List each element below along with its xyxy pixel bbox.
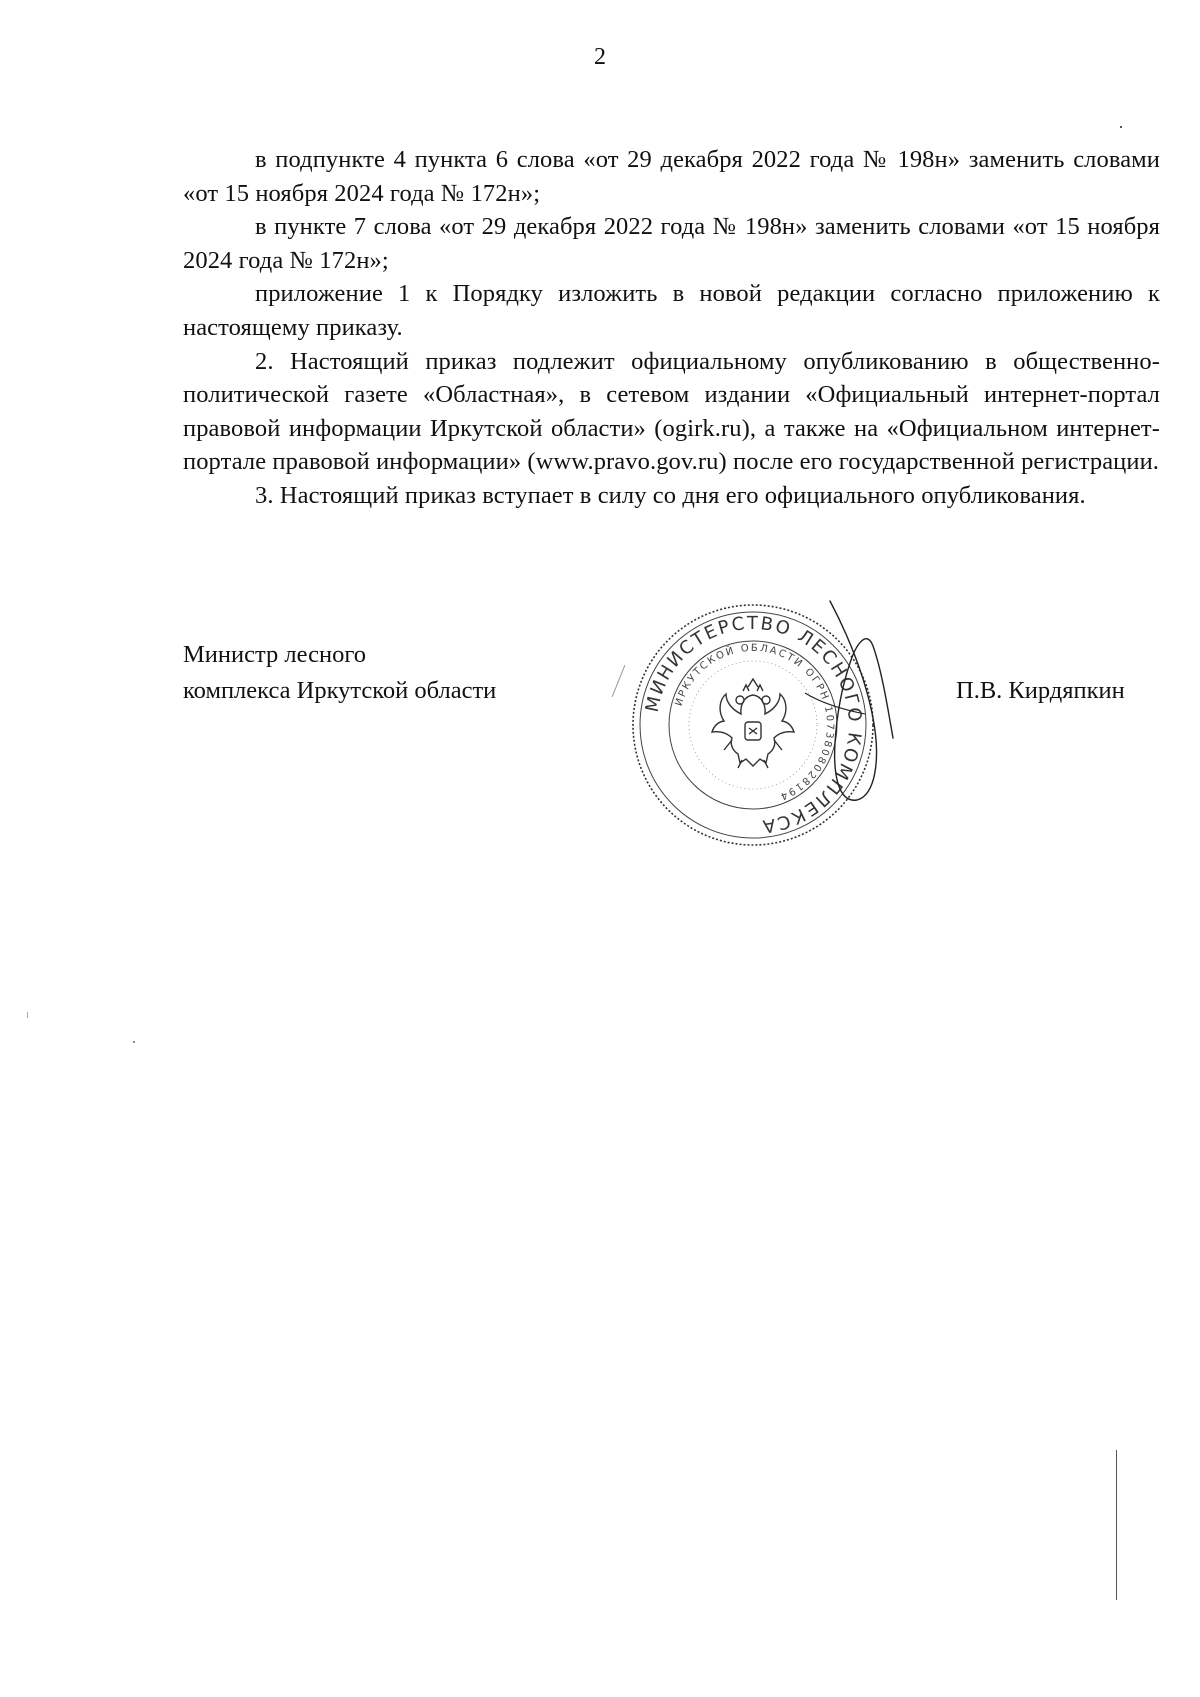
- paragraph-subitem-4: в подпункте 4 пункта 6 слова «от 29 декабря 2022 года № 198н» заменить словами «от 15 ноября 2024 года № 172н»;: [183, 146, 1160, 207]
- handwritten-signature: [795, 598, 900, 803]
- scan-speck: [133, 1041, 135, 1043]
- seal-inner-text: ИРКУТСКОЙ ОБЛАСТИ ОГРН 1073808028194: [673, 642, 836, 803]
- seal-outer-text: МИНИСТЕРСТВО ЛЕСНОГО КОМПЛЕКСА: [641, 612, 866, 837]
- scan-stroke-mark: [612, 665, 626, 697]
- signatory-title: [183, 637, 496, 709]
- signatory-title-line-1: Министр лесного: [183, 641, 367, 668]
- scan-speck: [1120, 126, 1122, 128]
- page-number: 2: [594, 44, 606, 70]
- paragraph-item-7: в пункте 7 слова «от 29 декабря 2022 года № 198н» заменить словами «от 15 ноября 2024 года № 172н»;: [183, 213, 1160, 274]
- paragraph-appendix-1: приложение 1 к Порядку изложить в новой редакции согласно приложению к настоящему приказу.: [183, 280, 1160, 341]
- signatory-title-line-2: комплекса Иркутской области: [183, 677, 497, 704]
- paragraph-entry-into-force: 3. Настоящий приказ вступает в силу со дня его официального опубликования.: [255, 481, 1086, 509]
- scan-speck: [27, 1012, 28, 1018]
- signatory-name: П.В. Кирдяпкин: [956, 677, 1125, 704]
- paragraph-publication: 2. Настоящий приказ подлежит официальному опубликованию в общественно-политической газете «Областная», в сетевом издании «Официальный интернет-портал правовой информации Иркутской области» (ogirk.ru), а также на «Официальном интернет-портале правовой информации» (www.pravo.gov.ru) после его государственной регистрации.: [183, 347, 1160, 476]
- scan-edge-line: [1116, 1450, 1117, 1600]
- order-body: [183, 143, 1160, 513]
- double-headed-eagle-emblem: [712, 679, 794, 768]
